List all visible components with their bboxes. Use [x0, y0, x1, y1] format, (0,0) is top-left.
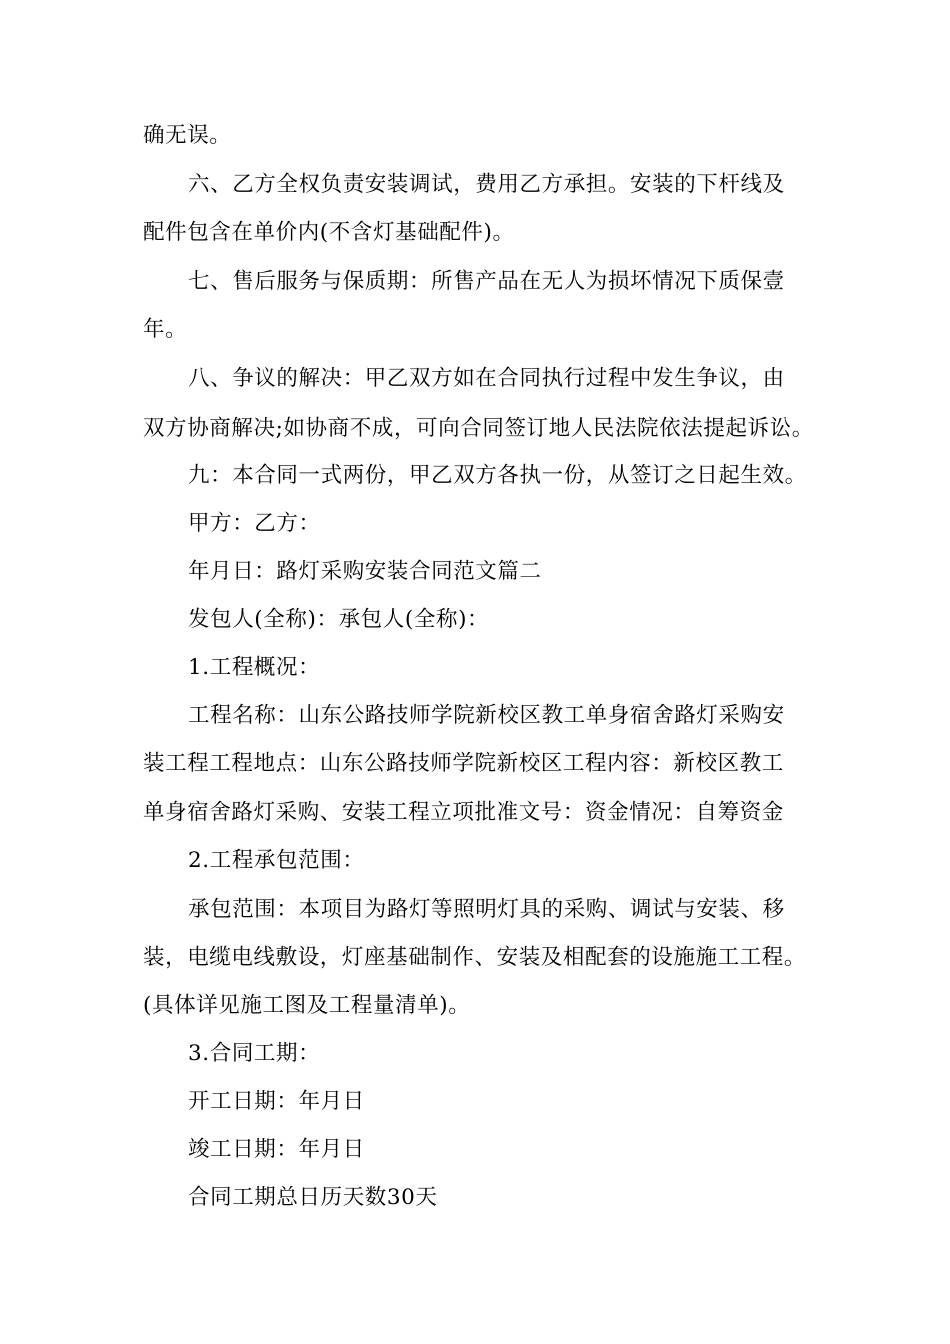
- parties-line: 发包人(全称)：承包人(全称)：: [188, 607, 490, 632]
- clause-nine-line: 九：本合同一式两份，甲乙双方各执一份，从签订之日起生效。: [188, 463, 807, 488]
- clause-seven-line: 七、售后服务与保质期：所售产品在无人为损坏情况下质保壹: [188, 269, 785, 294]
- text-line: 单身宿舍路灯采购、安装工程立项批准文号：资金情况：自筹资金: [143, 800, 784, 825]
- text-line: 确无误。: [143, 123, 232, 148]
- heading-contract-period: 3.合同工期：: [188, 1041, 321, 1066]
- scope-line: 承包范围：本项目为路灯等照明灯具的采购、调试与安装、移: [188, 897, 785, 922]
- clause-six-line: 六、乙方全权负责安装调试，费用乙方承担。安装的下杆线及: [188, 172, 785, 197]
- text-line: 双方协商解决;如协商不成，可向合同签订地人民法院依法提起诉讼。: [143, 416, 814, 441]
- signature-parties-line: 甲方：乙方：: [188, 511, 321, 536]
- total-days-line: 合同工期总日历天数30天: [188, 1185, 438, 1210]
- text-line: (具体详见施工图及工程量清单)。: [143, 993, 471, 1018]
- text-line: 配件包含在单价内(不含灯基础配件)。: [143, 220, 515, 245]
- text-line: 装工程工程地点：山东公路技师学院新校区工程内容：新校区教工: [143, 751, 784, 776]
- project-name-line: 工程名称：山东公路技师学院新校区教工单身宿舍路灯采购安: [188, 703, 785, 728]
- section-title-line: 年月日：路灯采购安装合同范文篇二: [188, 559, 542, 584]
- clause-eight-line: 八、争议的解决：甲乙双方如在合同执行过程中发生争议，由: [188, 366, 785, 391]
- text-line: 装，电缆电线敷设，灯座基础制作、安装及相配套的设施施工工程。: [143, 945, 807, 970]
- start-date-line: 开工日期：年月日: [188, 1089, 365, 1114]
- completion-date-line: 竣工日期：年月日: [188, 1137, 365, 1162]
- heading-project-overview: 1.工程概况：: [188, 655, 321, 680]
- heading-contract-scope: 2.工程承包范围：: [188, 848, 365, 873]
- text-line: 年。: [143, 317, 188, 342]
